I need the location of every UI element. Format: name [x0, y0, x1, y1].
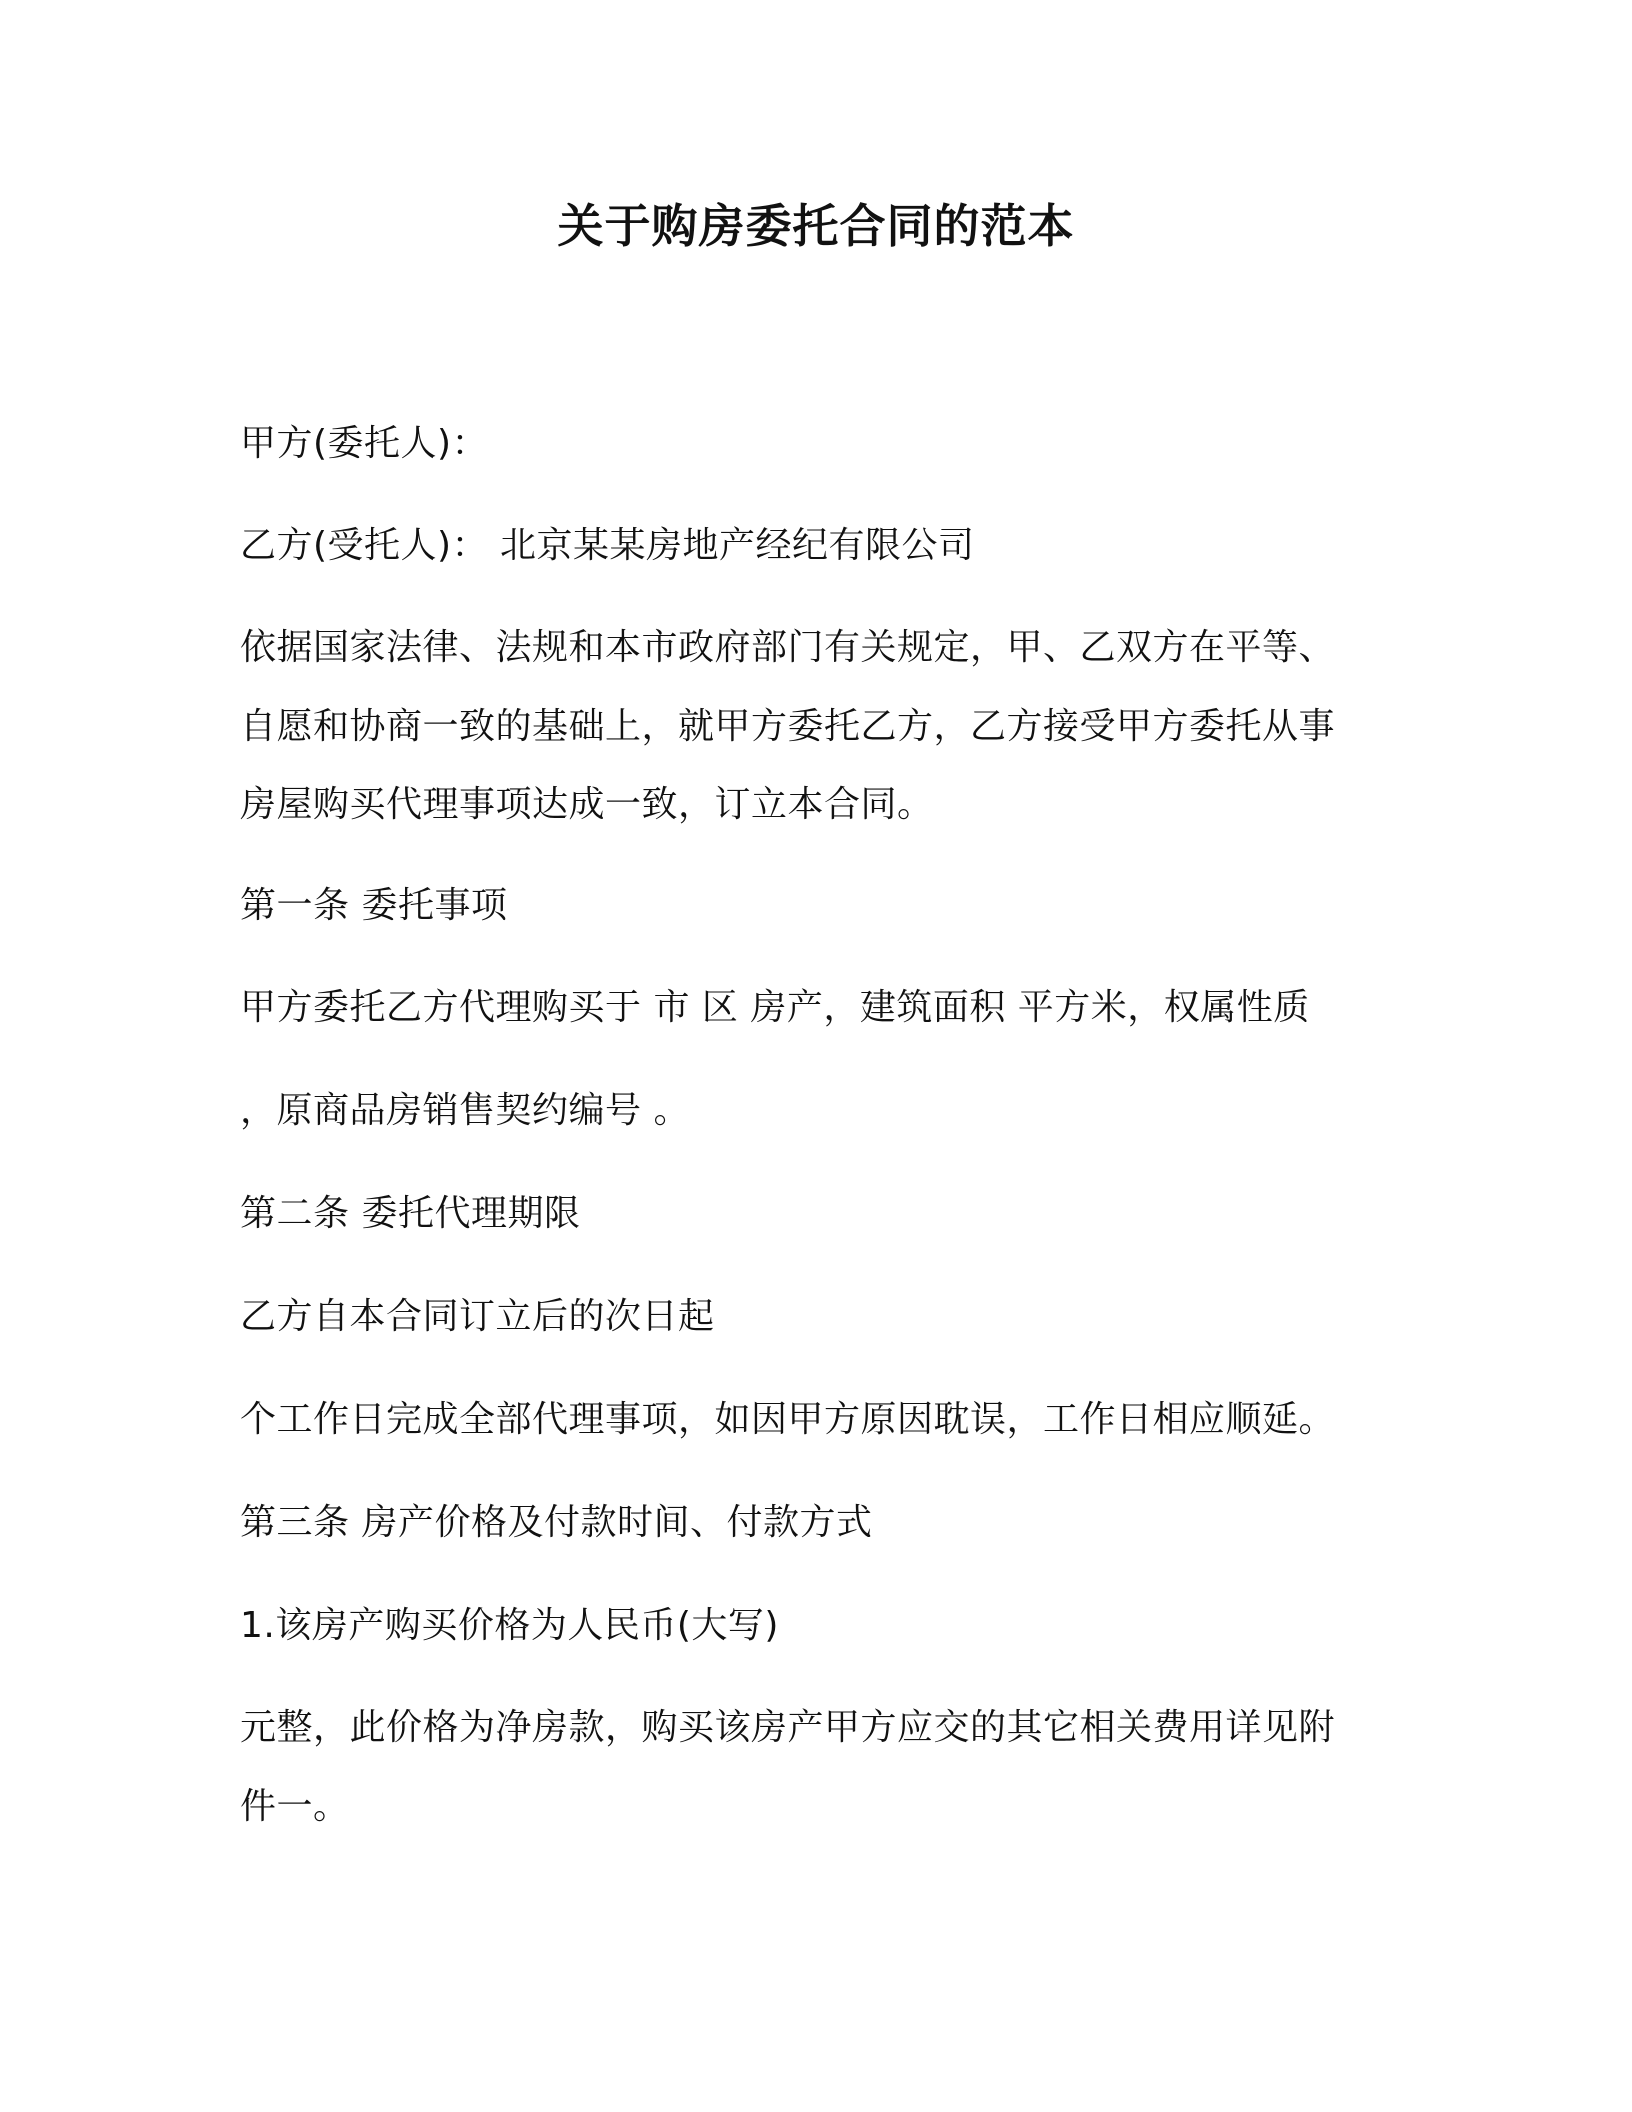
party-b-line: 乙方(受托人)： 北京某某房地产经纪有限公司: [240, 525, 975, 566]
party-a-line: 甲方(委托人)：: [240, 423, 489, 464]
preamble-line-3: 房屋购买代理事项达成一致，订立本合同。: [240, 784, 934, 825]
preamble-line-1: 依据国家法律、法规和本市政府部门有关规定，甲、乙双方在平等、: [240, 627, 1336, 668]
preamble-line-2: 自愿和协商一致的基础上，就甲方委托乙方，乙方接受甲方委托从事: [240, 706, 1336, 747]
article-2-line-2: 个工作日完成全部代理事项，如因甲方原因耽误，工作日相应顺延。: [240, 1399, 1336, 1440]
article-3-line-2: 元整，此价格为净房款，购买该房产甲方应交的其它相关费用详见附: [240, 1707, 1336, 1748]
document-title: 关于购房委托合同的范本: [557, 199, 1075, 253]
article-2-line-1: 乙方自本合同订立后的次日起: [240, 1296, 715, 1337]
article-2-heading: 第二条 委托代理期限: [240, 1193, 581, 1234]
article-1-line-2: ，原商品房销售契约编号 。: [240, 1090, 690, 1131]
article-1-heading: 第一条 委托事项: [240, 885, 508, 926]
article-1-line-1: 甲方委托乙方代理购买于 市 区 房产，建筑面积 平方米，权属性质: [240, 987, 1310, 1028]
article-3-heading: 第三条 房产价格及付款时间、付款方式: [240, 1502, 873, 1543]
article-3-line-1: 1.该房产购买价格为人民币(大写): [240, 1605, 779, 1646]
article-3-line-3: 件一。: [240, 1786, 350, 1827]
